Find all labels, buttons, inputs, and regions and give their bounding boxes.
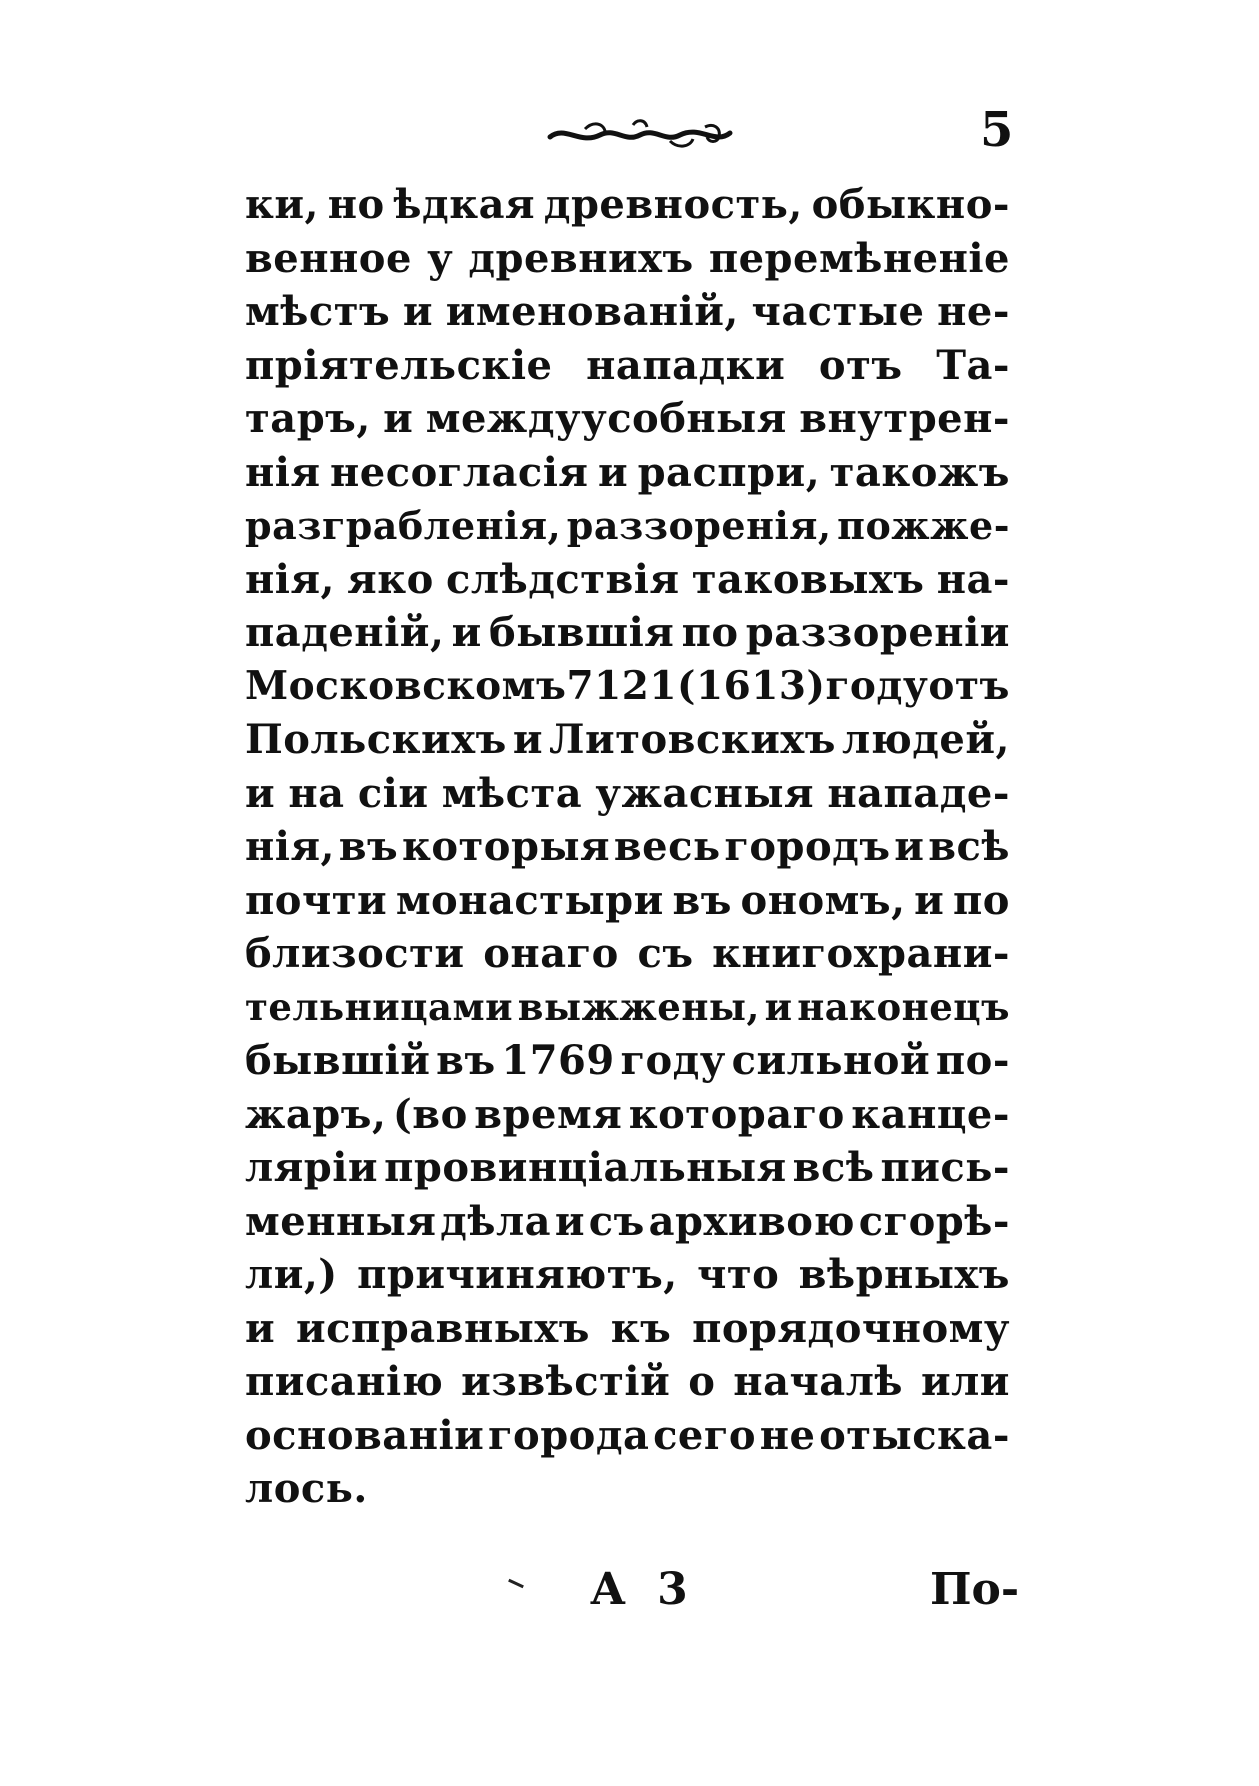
word: сего (653, 1411, 757, 1459)
word: извѣстій (461, 1358, 671, 1405)
word: разграбленія, (245, 503, 562, 548)
word: именованій, (445, 288, 739, 335)
word: не- (937, 288, 1010, 335)
word: на- (936, 555, 1010, 603)
text-line (245, 553, 1010, 607)
text-line (245, 285, 1010, 339)
word: съ (588, 1197, 645, 1245)
text-line (245, 981, 1010, 1035)
word: или (920, 1358, 1010, 1405)
text-line (245, 1409, 1010, 1463)
word: у (427, 234, 454, 282)
word: и (554, 1197, 586, 1245)
word: мѣстъ (245, 288, 391, 335)
word: и (597, 448, 629, 496)
word: выжжены, (517, 984, 760, 1029)
word: отъ (928, 662, 1010, 709)
word: паденій, (245, 609, 445, 656)
word: по- (935, 1037, 1010, 1084)
word: Польскихъ (245, 716, 507, 763)
word: слѣдствія (446, 555, 680, 603)
text-line (245, 1195, 1010, 1249)
word: лось. (245, 1465, 368, 1512)
text-line (245, 499, 1010, 553)
word: бывшія (489, 609, 675, 656)
word: не (759, 1411, 816, 1459)
word: причиняютъ, (357, 1251, 678, 1298)
page-number: 5 (980, 102, 1014, 158)
word: ляріи (245, 1144, 379, 1191)
word: пись- (880, 1144, 1010, 1191)
word: порядочному (692, 1304, 1010, 1352)
word: и (245, 769, 276, 817)
text-line (245, 392, 1010, 446)
word: основаніи (245, 1411, 485, 1459)
word: провинціальныя (384, 1144, 787, 1191)
text-line (245, 1248, 1010, 1302)
word: перемѣненіе (708, 234, 1010, 282)
word: году (620, 1037, 726, 1084)
word: ки, (245, 181, 319, 228)
word: что (697, 1251, 780, 1298)
text-line (245, 1302, 1010, 1356)
page-header (0, 100, 1259, 160)
word: наконецъ (797, 984, 1010, 1029)
word: по (681, 609, 739, 656)
word: мѣста (441, 769, 583, 817)
text-line (245, 1462, 1010, 1516)
text-line (245, 339, 1010, 393)
word: въ (338, 823, 399, 870)
word: распри, (637, 448, 821, 496)
word: бывшій (245, 1037, 431, 1084)
signature-mark: А 3 (590, 1564, 696, 1615)
word: ужасныя (595, 769, 815, 817)
word: нія (245, 448, 321, 496)
word: раззореніи (745, 609, 1010, 656)
word: и (914, 876, 945, 924)
word: Та- (936, 341, 1010, 389)
word: междуусобныя (425, 395, 787, 442)
word: архивою (648, 1197, 855, 1245)
word: канце- (851, 1090, 1010, 1138)
word: сгорѣ- (858, 1197, 1010, 1245)
word: пожже- (837, 503, 1010, 548)
word: и (894, 823, 925, 870)
text-line (245, 713, 1010, 767)
word: на (288, 769, 345, 817)
text-line (245, 1088, 1010, 1142)
word: людей, (842, 716, 1010, 763)
word: но (327, 181, 385, 228)
word: жаръ, (245, 1090, 387, 1138)
text-line (245, 660, 1010, 714)
word: въ (672, 876, 732, 924)
word: близости (245, 930, 465, 977)
catchword: По- (930, 1564, 1020, 1615)
text-line (245, 874, 1010, 928)
word: нія, (245, 823, 335, 870)
word: менныя (245, 1197, 437, 1245)
word: время (474, 1090, 623, 1138)
page-footer (0, 1560, 1259, 1630)
word: нія, (245, 555, 335, 603)
word: по (952, 876, 1010, 924)
text-line (245, 606, 1010, 660)
word: о (688, 1358, 716, 1405)
word: исправныхъ (295, 1304, 590, 1352)
word: котораго (628, 1090, 845, 1138)
word: весь (613, 823, 721, 870)
word: книгохрани- (712, 930, 1010, 977)
word: древность, (543, 181, 803, 228)
word: почти (245, 876, 388, 924)
word: 7121 (566, 662, 677, 709)
word: венное (245, 234, 412, 282)
word: всѣ (792, 1144, 875, 1191)
word: ѣдкая (393, 181, 536, 228)
text-line (245, 767, 1010, 821)
text-line (245, 927, 1010, 981)
word: нападе- (827, 769, 1010, 817)
text-line (245, 232, 1010, 286)
word: таръ, (245, 395, 371, 442)
word: (1613) (677, 662, 826, 709)
word: Литовскихъ (549, 716, 836, 763)
word: которыя (401, 823, 611, 870)
word: тельницами (245, 984, 514, 1029)
word: обыкно- (811, 181, 1010, 228)
word: и (245, 1304, 276, 1352)
word: такожъ (829, 448, 1010, 496)
word: и (402, 288, 434, 335)
word: отъ (818, 341, 903, 389)
word: несогласія (329, 448, 589, 496)
text-line (245, 178, 1010, 232)
word: нападки (586, 341, 786, 389)
word: сильной (731, 1037, 931, 1084)
word: раззоренія, (566, 503, 832, 548)
word: году (825, 662, 929, 709)
word: писанію (245, 1358, 444, 1405)
body-text (245, 178, 1010, 1516)
text-line (245, 820, 1010, 874)
word: монастыри (395, 876, 664, 924)
word: онаго (483, 930, 619, 977)
word: всѣ (928, 823, 1010, 870)
word: внутрен- (799, 395, 1010, 442)
word: города (488, 1411, 650, 1459)
word: дѣла (440, 1197, 552, 1245)
text-line (245, 1034, 1010, 1088)
word: яко (347, 555, 434, 603)
word: древнихъ (468, 234, 694, 282)
word: началѣ (733, 1358, 904, 1405)
word: и (383, 395, 414, 442)
word: таковыхъ (691, 555, 925, 603)
word: 1769 (501, 1037, 615, 1084)
word: городъ (724, 823, 891, 870)
word: и (764, 984, 793, 1029)
word: вѣрныхъ (798, 1251, 1010, 1298)
word: и (451, 609, 482, 656)
text-line (245, 1355, 1010, 1409)
word: сіи (357, 769, 429, 817)
word: ономъ, (740, 876, 906, 924)
word: ли,) (245, 1251, 338, 1298)
word: Московскомъ (245, 662, 567, 709)
text-line (245, 446, 1010, 500)
word: къ (610, 1304, 672, 1352)
text-line (245, 1141, 1010, 1195)
word: пріятельскіе (245, 341, 553, 389)
word: съ (637, 930, 694, 977)
word: отыска- (819, 1411, 1010, 1459)
word: въ (436, 1037, 496, 1084)
ink-speck (508, 1579, 524, 1588)
word: (во (392, 1090, 468, 1138)
word: частые (751, 288, 925, 335)
flourish-ornament-icon (545, 115, 735, 155)
word: и (512, 716, 544, 763)
